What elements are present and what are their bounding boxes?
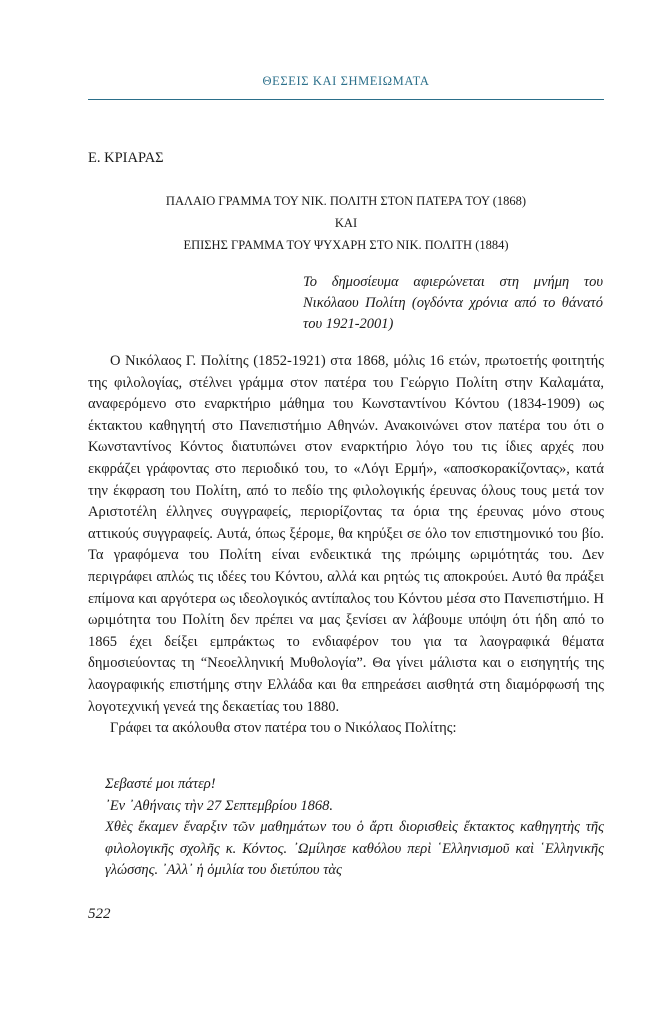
title-line-1: ΠΑΛΑΙΟ ΓΡΑΜΜΑ ΤΟΥ ΝΙΚ. ΠΟΛΙΤΗ ΣΤΟΝ ΠΑΤΕΡΑ ΤΟΥ (1868): [165, 194, 527, 208]
page-number: 522: [88, 906, 111, 922]
letter-text: Χθὲς ἔκαμεν ἔναρξιν τῶν μαθημάτων του ὁ ἄρτι διορισθεὶς ἔκτακτος καθηγητὴς τῆς φιλολογικῆς σχολῆς κ. Κόντος. ᾿Ωμίλησε καθόλου περὶ ῾Ελληνισμοῦ καὶ ῾Ελληνικῆς γλώσσης. ᾿Αλλ᾿ ἡ ὁμιλία του διετύπου τὰς: [105, 819, 604, 879]
header-rule: [88, 99, 604, 100]
article-title: [88, 190, 604, 256]
body-paragraph-2: Γράφει τα ακόλουθα στον πατέρα του ο Νικόλαος Πολίτης:: [110, 720, 457, 737]
body-text: [88, 351, 604, 740]
letter-salutation: Σεβαστέ μοι πάτερ!: [105, 776, 216, 792]
author-name: Ε. ΚΡΙΑΡΑΣ: [88, 150, 164, 166]
title-line-3: ΕΠΙΣΗΣ ΓΡΑΜΜΑ ΤΟΥ ΨΥΧΑΡΗ ΣΤΟ ΝΙΚ. ΠΟΛΙΤΗ (1884): [183, 238, 509, 252]
letter-dateline: ᾿Εν ᾿Αθήναις τὴν 27 Σεπτεμβρίου 1868.: [105, 797, 334, 814]
body-paragraph-1: Ο Νικόλαος Γ. Πολίτης (1852-1921) στα 1868, μόλις 16 ετών, πρωτοετής φοιτητής της φιλολογίας, στέλνει γράμμα στον πατέρα του Γεώργιο Πολίτη στην Καλαμάτα, αναφερόμενο στο εναρκτήριο μάθημα του Κωνσταντίνου Κόντου (1834-1909) ως έκτακτου καθηγητή στο Πανεπιστήμιο Αθηνών. Ανακοινώνει στον πατέρα του ότι ο Κωνσταντίνος Κόντος διατυπώνει στον εναρκτήριο λόγο του τις ίδιες αρχές που εκφράζει γράφοντας στο περιοδικό του, το «Λόγι Ερμή», «αποσκορακίζοντας», κατά την έκφραση του Πολίτη, από το πεδίο της φιλολογικής έρευνας όλους τους μετά τον Αριστοτέλη έλληνες συγγραφείς, περιορίζοντας τα όρια της έρευνας μόνο στους αττικούς συγγραφείς. Αυτά, όπως ξέρομε, θα κηρύξει σε όλο τον επιστημονικό του βίο. Τα γραφόμενα του Πολίτη είναι ενδεικτικά της πρώιμης ωριμότητάς του. Δεν περιγράφει απλώς τις ιδέες του Κόντου, αλλά και ρητώς τις αποκρούει. Αυτό θα πράξει επίμονα και αργότερα ως ιδεολογικός αντίπαλος του Κόντου μέσα στο Πανεπιστήμιο. Η ωριμότητα του Πολίτη δεν πρέπει να μας ξενίσει αν λάβουμε υπόψη ότι ήδη από το 1865 έχει δείξει εμπράκτως το ενδιαφέρον του για τα λαογραφικά θέματα δημοσιεύοντας τη “Νεοελληνική Μυθολογία”. Θα γίνει μάλιστα και ο εισηγητής της λαογραφικής επιστήμης στην Ελλάδα και θα επηρεάσει αισθητά στη διαμόρφωσή της λογοτεχνική γενεά της δεκαετίας του 1880.: [88, 353, 604, 715]
dedication: Το δημοσίευμα αφιερώνεται στη μνήμη του Νικόλαου Πολίτη (ογδόντα χρόνια από το θάνατό του 1921-2001): [303, 274, 603, 332]
running-head: ΘΕΣΕΙΣ ΚΑΙ ΣΗΜΕΙΩΜΑΤΑ: [262, 74, 430, 88]
quoted-letter: [88, 774, 604, 882]
title-line-2: ΚΑΙ: [334, 216, 358, 230]
